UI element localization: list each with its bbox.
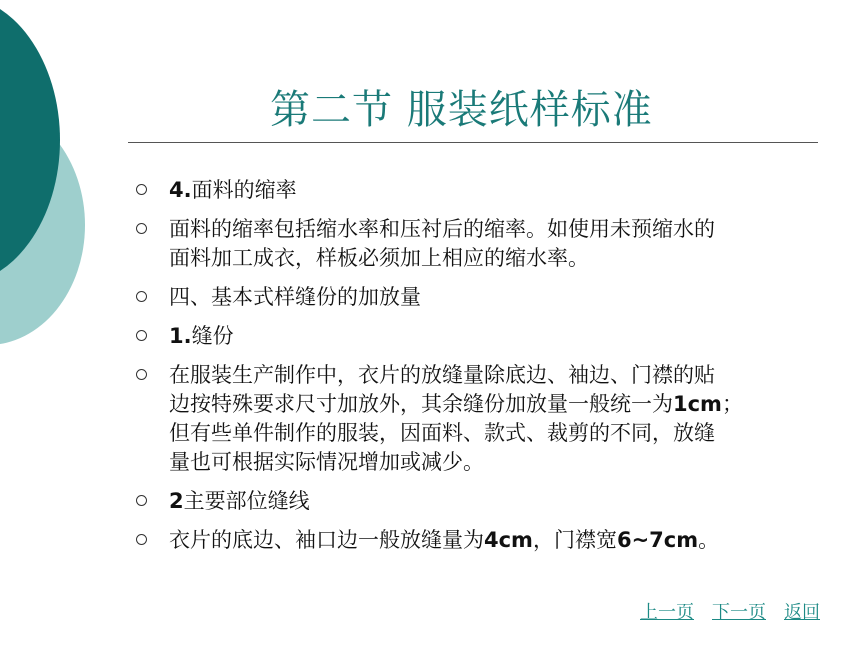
bullet-item	[136, 487, 826, 516]
bullet-text: ，门襟宽	[532, 528, 617, 552]
bullet-value: 1cm	[673, 392, 722, 416]
bullet-circle-icon	[136, 291, 147, 302]
bullet-number: 1.	[169, 324, 192, 348]
bullet-circle-icon	[136, 369, 147, 380]
next-page-link[interactable]: 下一页	[712, 602, 766, 623]
bullet-number: 2	[169, 489, 184, 513]
bullet-value: 4cm	[484, 528, 533, 552]
title-divider	[128, 142, 818, 143]
bullet-text: 主要部位缝线	[183, 489, 310, 513]
bullet-circle-icon	[136, 184, 147, 195]
prev-page-link[interactable]: 上一页	[640, 602, 694, 623]
bullet-text: 衣片的底边、袖口边一般放缝量为	[169, 528, 484, 552]
bullet-text: 面料的缩率包括缩水率和压衬后的缩率。如使用未预缩水的 面料加工成衣，样板必须加上相应的缩水率。	[169, 217, 715, 270]
bullet-circle-icon	[136, 534, 147, 545]
bullet-item	[136, 215, 826, 273]
bullet-text: ； 但有些单件制作的服装，因面料、款式、裁剪的不同，放缝 量也可根据实际情况增加或减少。	[169, 392, 743, 474]
bullet-text: 缝份	[191, 324, 234, 348]
bullet-circle-icon	[136, 495, 147, 506]
back-link[interactable]: 返回	[784, 602, 820, 623]
bullet-item	[136, 526, 826, 555]
bullet-text: 。	[698, 528, 720, 552]
bullet-list	[136, 176, 826, 565]
slide-navigation	[640, 598, 820, 624]
bullet-text: 面料的缩率	[191, 178, 297, 202]
bullet-text: 在服装生产制作中，衣片的放缝量除底边、袖边、门襟的贴 边按特殊要求尺寸加放外，其余缝份加放量一般统一为	[169, 363, 715, 416]
bullet-circle-icon	[136, 223, 147, 234]
bullet-number: 4.	[169, 178, 192, 202]
bullet-item	[136, 176, 826, 205]
bullet-value: 6~7cm	[616, 528, 699, 552]
bullet-item	[136, 322, 826, 351]
bullet-text: 四、基本式样缝份的加放量	[169, 285, 421, 309]
slide-title: 第二节 服装纸样标准	[270, 87, 653, 133]
bullet-item	[136, 361, 826, 477]
bullet-circle-icon	[136, 330, 147, 341]
bullet-item	[136, 283, 826, 312]
